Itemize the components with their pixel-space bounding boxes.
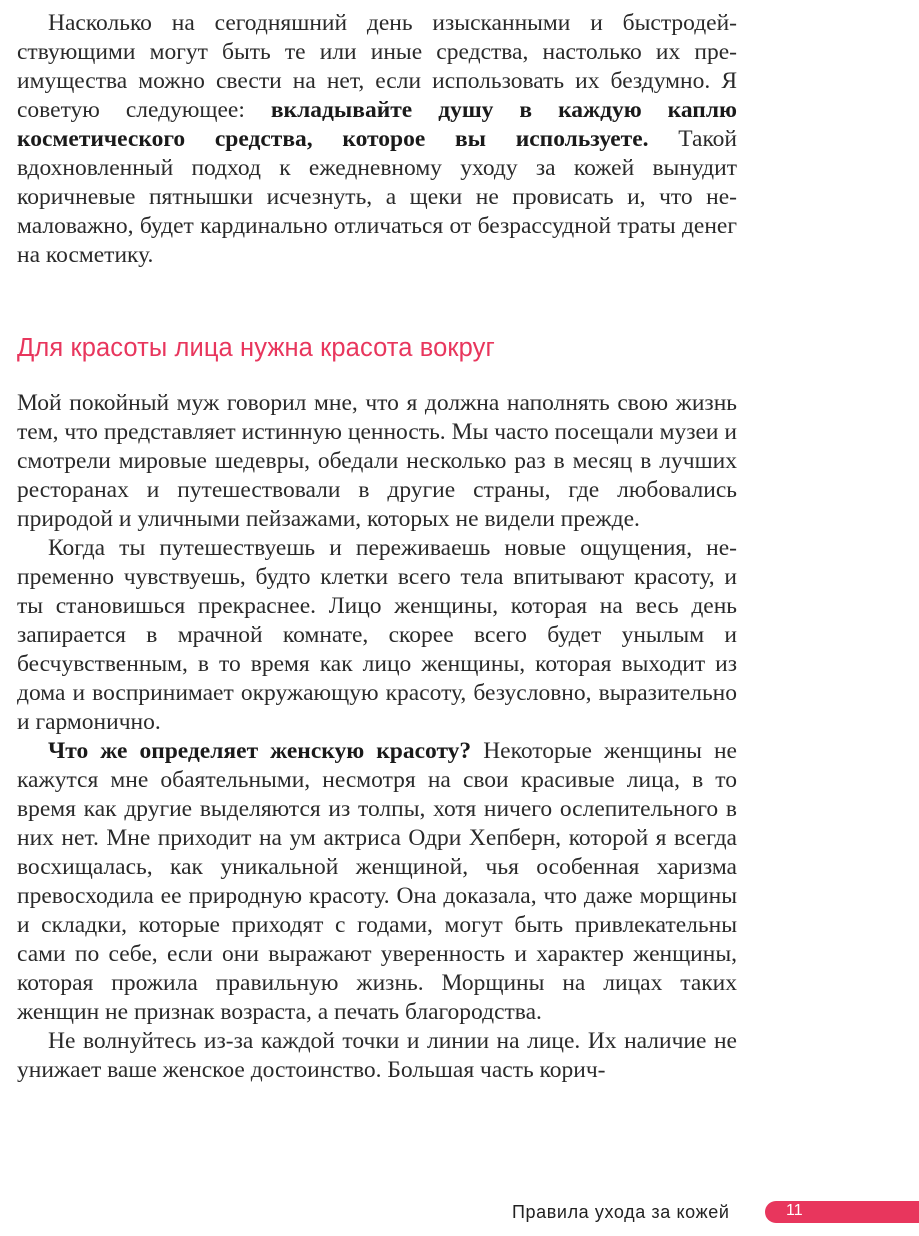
intro-text-after: Такой вдохновленный подход к ежедневному уходу за кожей вынудит коричневые пятнышки исчезнуть, а щеки не провисать и, что немаловажно, будет кардинально отличаться от безрассудной траты денег на косметику. — [17, 126, 738, 268]
intro-bold-text: вкладывайте душу в каждую каплю косметического средства, которое вы используете. — [17, 97, 737, 152]
running-title: Правила ухода за кожей — [512, 1202, 730, 1222]
section-paragraph-3-text: Некоторые женщины не кажутся мне обаятельными, несмотря на свои красивые лица, в то время как другие выделяются из толпы, хотя ничего ослепительного в них нет. Мне приходит на ум актриса Одри Хепберн, которой я всегда восхищалась, как уникальной женщиной, чья особенная харизма превосходила ее природную красоту. Она доказала, что даже морщины и складки, которые приходят с годами, могут быть привлекательны сами по себе, если они выражают уверенность и характер женщины, которая прожила правильную жизнь. Морщины на лицах таких женщин не признак возраста, а печать благородства. — [17, 738, 737, 1025]
section-heading: Для красоты лица нужна красота вокруг — [17, 334, 495, 362]
section-paragraph-4: Не волнуйтесь из-за каждой точки и линии на лице. Их наличие не унижает ваше женское достоинство. Большая часть корич- — [17, 1028, 737, 1083]
section-paragraph-3-bold: Что же определяет женскую красоту? — [48, 738, 472, 764]
intro-paragraph — [17, 9, 737, 270]
intro-text-before: Насколько на сегодняшний день изысканными и быстродействующими могут быть те или иные средства, настолько их преимущества можно свести на нет, если использовать их бездумно. Я советую следующее: — [17, 10, 737, 123]
section-paragraph-3 — [17, 737, 737, 1027]
section-paragraph-2: Когда ты путешествуешь и переживаешь новые ощущения, непременно чувствуешь, будто клетки всего тела впитывают красоту, и ты становишься прекраснее. Лицо женщины, которая на весь день запирается в мрачной комнате, скорее всего будет унылым и бесчувственным, в то время как лицо женщины, которая выходит из дома и воспринимает окружающую красоту, безусловно, выразительно и гармонично. — [17, 535, 737, 735]
section-body — [17, 389, 737, 1085]
page-number: 11 — [786, 1202, 803, 1219]
section-paragraph-1: Мой покойный муж говорил мне, что я должна наполнять свою жизнь тем, что представляет истинную ценность. Мы часто посещали музеи и смотрели мировые шедевры, обедали несколько раз в месяц в лучших ресторанах и путешествовали в другие страны, где любовались природой и уличными пейзажами, которых не видели прежде. — [17, 390, 737, 532]
